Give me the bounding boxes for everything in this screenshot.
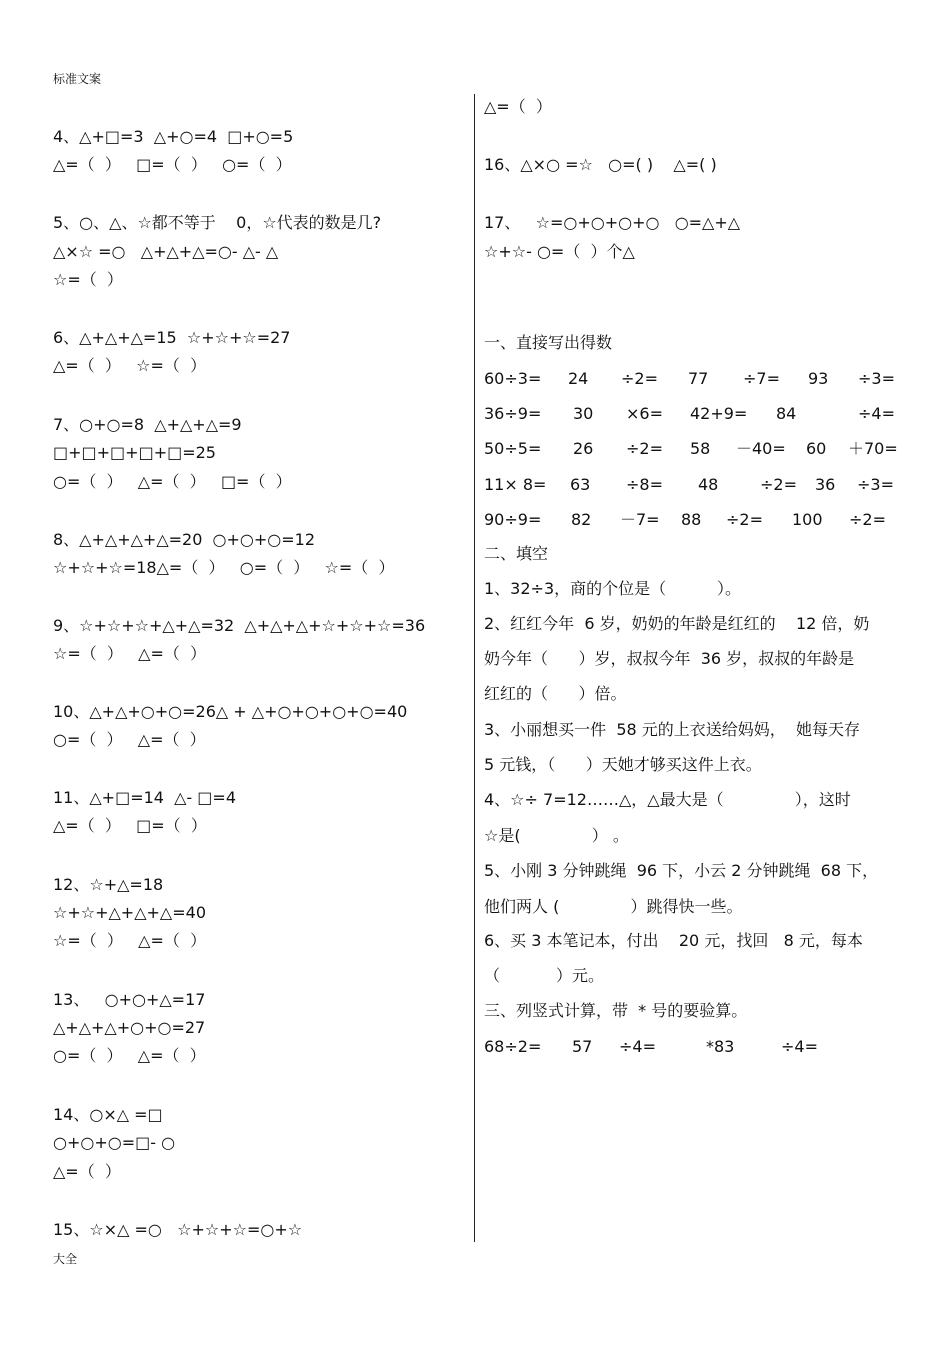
problem-line: 16、△×○ =☆ ○=( ) △=( )	[484, 155, 717, 174]
section-title: 三、列竖式计算，带 * 号的要验算。	[484, 1001, 748, 1020]
calc-cell: 60÷3=	[484, 369, 542, 388]
problem-line: △×☆ =○ △+△+△=○- △- △	[53, 242, 279, 261]
calc-cell: ÷4=	[619, 1037, 656, 1056]
problem-line: ☆=（ ） △=（ ）	[53, 931, 207, 950]
problem-line: 15、☆×△ =○ ☆+☆+☆=○+☆	[53, 1220, 303, 1239]
problem-line: 3、小丽想买一件 58 元的上衣送给妈妈， 她每天存	[484, 720, 860, 739]
problem-line: 6、买 3 本笔记本，付出 20 元，找回 8 元，每本	[484, 931, 863, 950]
calc-cell: 90÷9=	[484, 510, 542, 529]
problem-line: △+△+△+○+○=27	[53, 1018, 206, 1037]
problem-line: □+□+□+□+□=25	[53, 443, 216, 462]
calc-cell: 82	[571, 510, 592, 529]
problem-line: 10、△+△+○+○=26△ + △+○+○+○+○=40	[53, 702, 408, 721]
problem-line: 5 元钱，（ ）天她才够买这件上衣。	[484, 755, 762, 774]
calc-cell: ＋70=	[848, 439, 898, 458]
problem-line: ☆=（ ）	[53, 270, 123, 289]
calc-cell: ÷8=	[626, 475, 663, 494]
calc-cell: ÷2=	[621, 369, 658, 388]
problem-line: 5、小刚 3 分钟跳绳 96 下，小云 2 分钟跳绳 68 下，	[484, 861, 879, 880]
problem-line: 2、红红今年 6 岁，奶奶的年龄是红红的 12 倍，奶	[484, 614, 870, 633]
problem-line: ☆+☆+△+△+△=40	[53, 903, 206, 922]
calc-cell: ÷2=	[626, 439, 663, 458]
calc-cell: ÷3=	[857, 475, 894, 494]
calc-cell: 100	[792, 510, 823, 529]
section-title: 一、直接写出得数	[484, 333, 613, 352]
problem-line: ○=（ ） △=（ ） □=（ ）	[53, 472, 292, 491]
problem-line: △=（ ） □=（ ）	[53, 816, 207, 835]
problem-line: 奶今年（ ）岁，叔叔今年 36 岁，叔叔的年龄是	[484, 649, 855, 668]
page-footer: 大全	[53, 1252, 78, 1266]
calc-cell: －40=	[736, 439, 786, 458]
calc-cell: 30	[573, 404, 594, 423]
calc-cell: 63	[570, 475, 591, 494]
calc-cell: 57	[572, 1037, 593, 1056]
problem-line: 7、○+○=8 △+△+△=9	[53, 415, 242, 434]
problem-line: △=（ ） ☆=（ ）	[53, 356, 207, 375]
calc-cell: *83	[706, 1037, 735, 1056]
calc-cell: 60	[806, 439, 827, 458]
calc-cell: 24	[568, 369, 589, 388]
calc-cell: 50÷5=	[484, 439, 542, 458]
problem-line: △=（ ）	[53, 1162, 121, 1181]
section-title: 二、填空	[484, 544, 549, 563]
problem-line: 4、☆÷ 7=12……△，△最大是（ ），这时	[484, 790, 851, 809]
calc-cell: ÷3=	[858, 369, 895, 388]
problem-line: △=（ ）	[484, 97, 552, 116]
problem-line: ○+○+○=□- ○	[53, 1133, 176, 1152]
problem-line: 11、△+□=14 △- □=4	[53, 788, 236, 807]
problem-line: ☆是( ） 。	[484, 826, 629, 845]
problem-line: 17、 ☆=○+○+○+○ ○=△+△	[484, 213, 741, 232]
problem-line: ○=（ ） △=（ ）	[53, 730, 206, 749]
calc-cell: 84	[776, 404, 797, 423]
calc-cell: 26	[573, 439, 594, 458]
calc-cell: ÷4=	[858, 404, 895, 423]
problem-line: 13、 ○+○+△=17	[53, 990, 206, 1009]
problem-line: （ ）元。	[484, 966, 604, 985]
problem-line: 8、△+△+△+△=20 ○+○+○=12	[53, 530, 316, 549]
problem-line: 4、△+□=3 △+○=4 □+○=5	[53, 127, 294, 146]
problem-line: ☆=（ ） △=（ ）	[53, 644, 207, 663]
calc-cell: 36	[815, 475, 836, 494]
calc-cell: 88	[681, 510, 702, 529]
problem-line: 9、☆+☆+☆+△+△=32 △+△+△+☆+☆+☆=36	[53, 616, 426, 635]
calc-cell: ÷2=	[726, 510, 763, 529]
problem-line: 他们两人 ( ）跳得快一些。	[484, 897, 743, 916]
page-header: 标准文案	[53, 72, 102, 86]
calc-cell: ÷4=	[781, 1037, 818, 1056]
problem-line: 12、☆+△=18	[53, 875, 164, 894]
calc-cell: 68÷2=	[484, 1037, 542, 1056]
problem-line: △=（ ） □=（ ） ○=（ ）	[53, 155, 292, 174]
calc-cell: 36÷9=	[484, 404, 542, 423]
column-divider	[474, 94, 475, 1242]
calc-cell: －7=	[620, 510, 660, 529]
calc-cell: 11× 8=	[484, 475, 547, 494]
problem-line: 6、△+△+△=15 ☆+☆+☆=27	[53, 328, 291, 347]
calc-cell: ÷2=	[849, 510, 886, 529]
problem-line: 5、○、△、☆都不等于 0，☆代表的数是几?	[53, 213, 382, 232]
problem-line: ☆+☆- ○=（ ）个△	[484, 242, 635, 261]
problem-line: 1、32÷3，商的个位是（ ）。	[484, 579, 741, 598]
problem-line: 14、○×△ =□	[53, 1105, 163, 1124]
calc-cell: 48	[698, 475, 719, 494]
calc-cell: ÷2=	[760, 475, 797, 494]
calc-cell: 77	[688, 369, 709, 388]
calc-cell: 58	[690, 439, 711, 458]
calc-cell: 93	[808, 369, 829, 388]
problem-line: ☆+☆+☆=18△=（ ） ○=（ ） ☆=（ ）	[53, 558, 395, 577]
problem-line: ○=（ ） △=（ ）	[53, 1046, 206, 1065]
calc-cell: ×6=	[626, 404, 663, 423]
calc-cell: 42+9=	[690, 404, 748, 423]
problem-line: 红红的（ ）倍。	[484, 684, 627, 703]
calc-cell: ÷7=	[743, 369, 780, 388]
